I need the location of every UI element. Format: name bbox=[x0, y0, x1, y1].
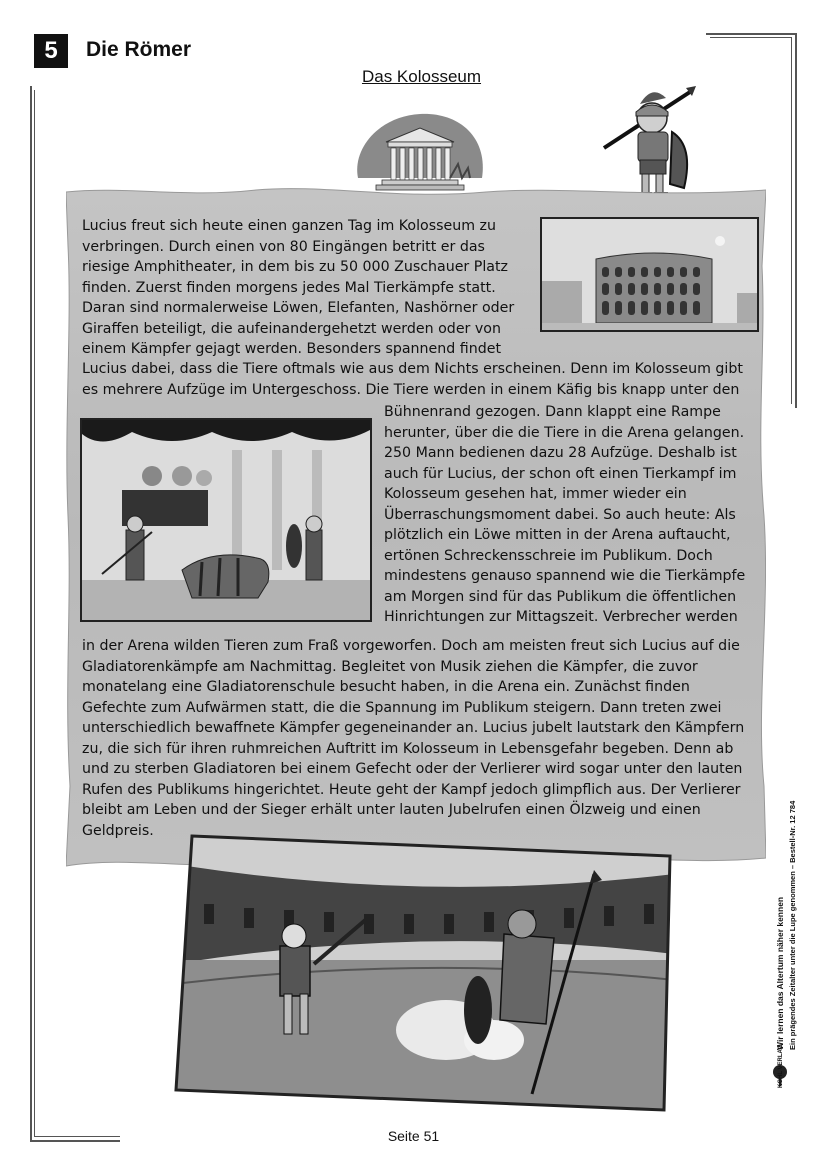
tree-icon bbox=[770, 1058, 804, 1092]
book-subtitle-vertical: Ein prägendes Zeitalter unter die Lupe genommen – Bestell-Nr. 12 784 bbox=[788, 800, 797, 1050]
frame-line-top bbox=[706, 33, 796, 35]
chapter-number-badge: 5 bbox=[34, 34, 68, 68]
page-number: Seite 51 bbox=[387, 1128, 440, 1144]
publisher-name: KOHL VERLAG bbox=[778, 1044, 784, 1088]
colosseum-exterior-image bbox=[540, 217, 759, 332]
frame-line-top-inner bbox=[710, 37, 792, 38]
text-block-1: Lucius freut sich heute einen ganzen Tag im Kolosseum zu verbringen. Durch einen von 80 Eingängen betritt er das riesige Amphitheater, in dem bis zu 50 000 Zuschauer Platz finden. Zuerst finden morgens jedes Mal Tierkämpfe statt. Daran sind normalerweise Löwen, Elefanten, Nashörner oder Giraffen beteiligt, die aufeinandergehetzt werden oder von einem Kämpfer gejagt werden. Besonders spannend findet bbox=[82, 218, 515, 357]
roman-soldier-illustration bbox=[598, 84, 708, 202]
arena-tiger-image bbox=[80, 418, 372, 622]
text-block-4: in der Arena wilden Tieren zum Fraß vorgeworfen. Doch am meisten freut sich Lucius auf die Gladiatorenkämpfe am Nachmittag. Begleitet von Musik ziehen die Kämpfer, die zuvor monatelang eine Gladiatorenschule besucht haben, in die Arena ein. Zunächst finden Gefechte zum Aufwärmen statt, die die Spannung im Publikum steigern. Dann treten zwei unterschiedlich bewaffnete Kämpfer gegeneinander an. Lucius jubelt lautstark den Kämpfern zu, die sich für ihren ruhmreichen Auftritt im Kolosseum in Lebensgefahr begeben. Denn ab und zu sterben Gladiatoren bei einem Gefecht oder der Verlierer wird sogar unter den lauten Rufen des Publikums hingerichtet. Heute geht der Kampf jedoch glimpflich aus. Der Verlierer bleibt am Leben und der Sieger erhält unter lauten Jubelrufen einen Ölzweig und einen Geldpreis. bbox=[82, 638, 745, 839]
text-block-3: Bühnenrand gezogen. Dann klappt eine Rampe herunter, über die die Tiere in die Arena gelangen. 250 Mann bedienen dazu 28 Aufzüge. Deshalb ist auch für Lucius, der schon oft einen Tierkampf im Kolosseum gesehen hat, immer wieder ein Überraschungsmoment dabei. So auch heute: Als plötzlich ein Löwe mitten in der Arena auftaucht, ertönen Schreckensschreie im Publikum. Doch mindestens genauso spannend wie die Tierkämpfe am Morgen sind für das Publikum die öffentlichen Hinrichtungen zur Mittagszeit. Verbrecher werden bbox=[384, 404, 746, 625]
frame-line-left bbox=[30, 86, 32, 1141]
publisher-sidebar bbox=[770, 720, 810, 1050]
chapter-title: Die Römer bbox=[86, 38, 192, 61]
publisher-logo bbox=[770, 1044, 804, 1092]
colosseum-exterior-drawing bbox=[542, 219, 757, 330]
frame-line-right bbox=[795, 33, 797, 408]
text-block-2: Lucius dabei, dass die Tiere oftmals wie aus dem Nichts erscheinen. Denn im Kolosseum gibt es mehrere Aufzüge im Untergeschoss. Die Tiere werden in einem Käfig bis knapp unter den bbox=[82, 361, 743, 398]
book-title-vertical: Wir lernen das Altertum näher kennen bbox=[775, 896, 785, 1050]
frame-line-left-inner bbox=[34, 90, 35, 1137]
gladiator-fight-image bbox=[174, 834, 674, 1114]
page-heading: Das Kolosseum bbox=[361, 67, 482, 86]
arena-tiger-drawing bbox=[82, 420, 370, 620]
frame-line-right-inner bbox=[791, 37, 792, 404]
